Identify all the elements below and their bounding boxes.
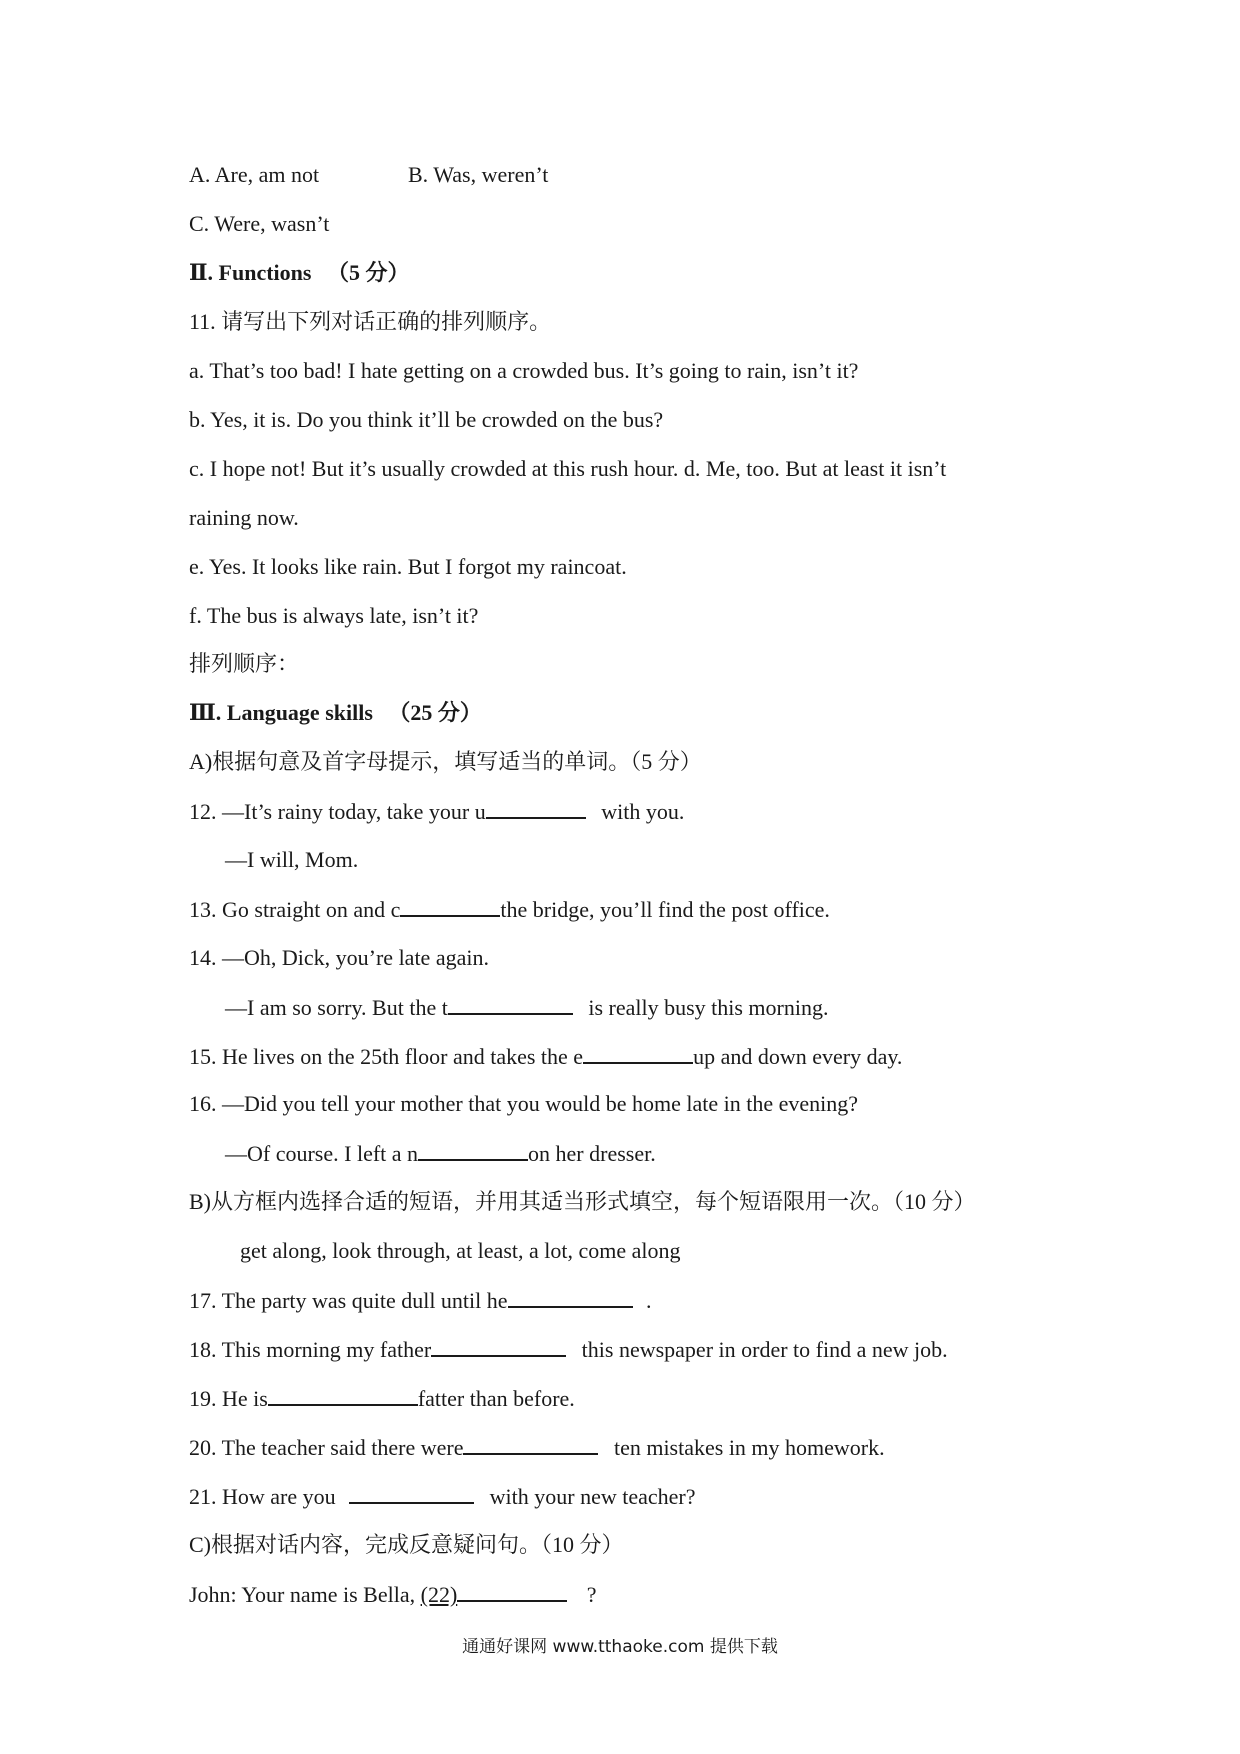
q19-text-after: fatter than before.: [417, 1386, 575, 1411]
order-label: 排列顺序：: [189, 651, 300, 676]
q20-text-after: ten mistakes in my homework.: [613, 1435, 885, 1460]
q16-blank[interactable]: [418, 1139, 528, 1161]
dialogue-line-f: f. The bus is always late, isn’t it?: [189, 603, 479, 628]
q17-text-after: .: [646, 1288, 652, 1313]
q13-text: 13. Go straight on and c: [189, 897, 401, 922]
q13-blank[interactable]: [400, 895, 500, 917]
q16: 16. —Did you tell your mother that you would be home late in the evening?: [189, 1091, 859, 1116]
footer-source: 通通好课网 www.tthaoke.com 提供下载: [462, 1637, 778, 1657]
q21-text: 21. How are you: [189, 1484, 336, 1509]
section-3-score: （25 分）: [388, 700, 482, 725]
part-c-instruction: C)根据对话内容，完成反意疑问句。（10 分）: [189, 1532, 624, 1557]
section-3-heading: [189, 699, 482, 727]
section-3-title: Ⅲ. Language skills: [189, 700, 373, 725]
option-a: A. Are, am not: [189, 162, 320, 187]
q20-text: 20. The teacher said there were: [189, 1435, 464, 1460]
q12: [189, 797, 684, 826]
q18-blank[interactable]: [431, 1335, 566, 1357]
dialogue-line-b: b. Yes, it is. Do you think it’ll be crowded on the bus?: [189, 407, 664, 432]
section-2-heading: [189, 259, 409, 287]
q21-blank[interactable]: [349, 1482, 474, 1504]
q11-prompt: 11. 请写出下列对话正确的排列顺序。: [189, 309, 552, 334]
q12-text: 12. —It’s rainy today, take your u: [189, 799, 486, 824]
q18-text: 18. This morning my father: [189, 1337, 432, 1362]
q14-reply-after: is really busy this morning.: [588, 995, 829, 1020]
part-a-instruction: A)根据句意及首字母提示，填写适当的单词。（5 分）: [189, 749, 702, 774]
q15-blank[interactable]: [583, 1042, 693, 1064]
q13: [189, 895, 830, 924]
q22: [189, 1580, 597, 1609]
q21-text-after: with your new teacher?: [489, 1484, 696, 1509]
section-2-score: （5 分）: [326, 260, 410, 285]
dialogue-line-e: e. Yes. It looks like rain. But I forgot my raincoat.: [189, 554, 627, 579]
q18-text-after: this newspaper in order to find a new job.: [581, 1337, 948, 1362]
q15-text-after: up and down every day.: [693, 1044, 903, 1069]
q12-blank[interactable]: [486, 797, 586, 819]
dialogue-line-c: c. I hope not! But it’s usually crowded at this rush hour. d. Me, too. But at least it isn’t: [189, 456, 947, 481]
q19: [189, 1384, 575, 1413]
q20-blank[interactable]: [463, 1433, 598, 1455]
dialogue-line-c-cont: raining now.: [189, 505, 299, 530]
q14-reply-text: —I am so sorry. But the t: [225, 995, 448, 1020]
q17-blank[interactable]: [508, 1286, 633, 1308]
q17: [189, 1286, 652, 1315]
q14: 14. —Oh, Dick, you’re late again.: [189, 945, 489, 970]
q21: [189, 1482, 696, 1511]
q14-blank[interactable]: [448, 993, 573, 1015]
q16-reply-text: —Of course. I left a n: [225, 1141, 419, 1166]
q22-number: (22): [420, 1582, 458, 1607]
q14-reply: [225, 993, 828, 1022]
q20: [189, 1433, 885, 1462]
q19-blank[interactable]: [268, 1384, 418, 1406]
q17-text: 17. The party was quite dull until he: [189, 1288, 508, 1313]
q12-reply: —I will, Mom.: [225, 847, 359, 872]
q22-text: John: Your name is Bella,: [189, 1582, 416, 1607]
q16-reply-after: on her dresser.: [528, 1141, 656, 1166]
q22-blank[interactable]: [457, 1580, 567, 1602]
section-2-title: Ⅱ. Functions: [189, 260, 312, 285]
q12-text-after: with you.: [601, 799, 685, 824]
q16-reply: [225, 1139, 656, 1168]
option-c: C. Were, wasn’t: [189, 211, 330, 236]
dialogue-line-a: a. That’s too bad! I hate getting on a crowded bus. It’s going to rain, isn’t it?: [189, 358, 859, 383]
part-b-instruction: B)从方框内选择合适的短语，并用其适当形式填空，每个短语限用一次。（10 分）: [189, 1189, 976, 1214]
q19-text: 19. He is: [189, 1386, 268, 1411]
q15: [189, 1042, 902, 1071]
q22-text-after: ?: [586, 1582, 597, 1607]
option-b: B. Was, weren’t: [408, 162, 549, 187]
q13-text-after: the bridge, you’ll find the post office.: [500, 897, 830, 922]
q18: [189, 1335, 948, 1364]
phrase-box: get along, look through, at least, a lot, come along: [240, 1238, 681, 1263]
q15-text: 15. He lives on the 25th floor and takes the e: [189, 1044, 584, 1069]
